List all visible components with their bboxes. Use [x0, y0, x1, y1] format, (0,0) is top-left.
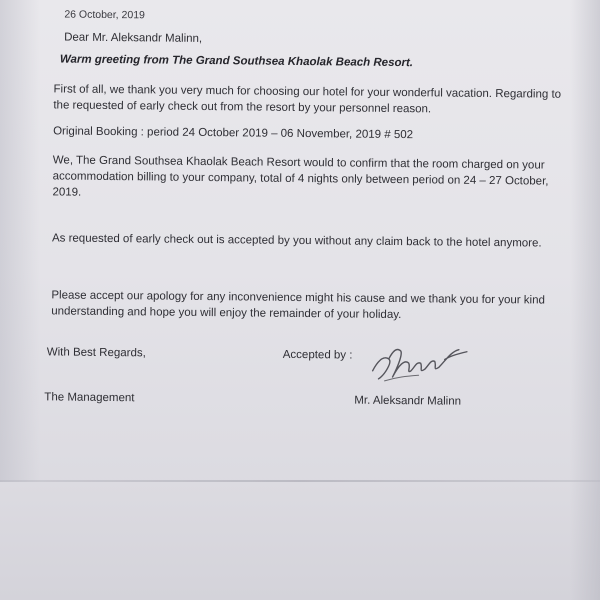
paragraph-thanks: First of all, we thank you very much for choosing our hotel for your wonderful vacation. Regarding to the requested of early check out from the resort by your personnel reason. — [53, 83, 562, 116]
paragraph-apology: Please accept our apology for any inconvenience might his cause and we thank you for your kind understanding and hope you will enjoy the remainder of your holiday. — [51, 289, 545, 322]
letter-date: 26 October, 2019 — [64, 8, 145, 22]
booking-line: Original Booking : period 24 October 2019 – 06 November, 2019 # 502 — [53, 125, 414, 142]
signer-name: Mr. Aleksandr Malinn — [354, 394, 462, 408]
closing-regards: With Best Regards, — [46, 346, 146, 360]
handwritten-signature — [366, 341, 472, 386]
accepted-by-label: Accepted by : — [282, 348, 353, 362]
greeting-line: Warm greeting from The Grand Southsea Khaolak Beach Resort. — [59, 53, 414, 70]
paragraph-early-checkout: As requested of early check out is accepted by you without any claim back to the hotel anymore. — [51, 232, 542, 250]
salutation: Dear Mr. Aleksandr Malinn, — [64, 31, 203, 45]
paragraph-confirmation: We, The Grand Southsea Khaolak Beach Resort would to confirm that the room charged on your accommodation billing to your company, total of 4 nights only between period on 24 – 27 October, 2019. — [52, 154, 549, 199]
sender-name: The Management — [44, 391, 135, 405]
paper-lower-blank — [0, 482, 600, 600]
